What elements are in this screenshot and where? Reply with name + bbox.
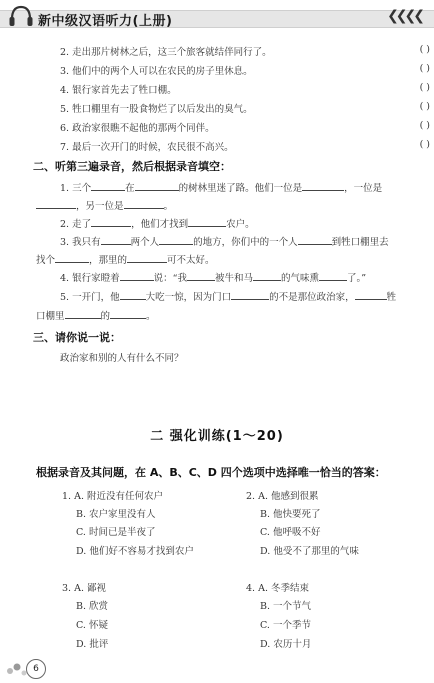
judge-item-text: 6. 政治家很瞧不起他的那两个同伴。 — [60, 123, 215, 134]
q2-option-c[interactable]: C. 他呼吸不好 — [260, 527, 321, 538]
fill-text: 的 — [100, 311, 111, 322]
q2-option-b[interactable]: B. 他快要死了 — [260, 509, 321, 520]
fill-text: 到牲口棚里去 — [331, 237, 389, 248]
judge-item-5 — [60, 101, 430, 115]
judge-item-text: 2. 走出那片树林之后，这三个旅客就结伴同行了。 — [60, 47, 272, 58]
unit-title: 二 强化训练(1～20) — [150, 429, 284, 444]
q1-option-a[interactable] — [62, 488, 163, 502]
fill-text: 的气味熏 — [280, 273, 319, 284]
judge-item-text: 3. 他们中的两个人可以在农民的房子里休息。 — [60, 66, 253, 77]
blank-field[interactable] — [188, 217, 226, 227]
blank-field[interactable] — [231, 290, 269, 300]
fill-text: 被牛和马 — [214, 273, 253, 284]
fill-text: 口棚里 — [36, 311, 65, 322]
page-number: 6 — [26, 659, 46, 679]
fill-line-8 — [36, 308, 410, 322]
blank-field[interactable] — [65, 309, 101, 319]
q1-option-d[interactable]: D. 他们好不容易才找到农户 — [76, 546, 194, 557]
choice-instruction: 根据录音及其问题，在 A、B、C、D 四个选项中选择唯一恰当的答案： — [36, 466, 386, 479]
q1-option-c[interactable]: C. 时间已是半夜了 — [76, 527, 156, 538]
blank-field[interactable] — [36, 199, 76, 209]
fill-text: 的树林里迷了路。他们一位是 — [178, 183, 303, 194]
judge-item-2 — [60, 44, 430, 58]
fill-text: ，他们才找到 — [131, 219, 189, 230]
blank-field[interactable] — [127, 253, 167, 263]
fill-line-6 — [60, 270, 434, 284]
fill-text: 5. 一开门，他 — [60, 292, 120, 303]
judge-item-text: 7. 最后一次开门的时候，农民很不高兴。 — [60, 142, 234, 153]
blank-field[interactable] — [319, 271, 347, 281]
blank-field[interactable] — [355, 290, 387, 300]
fill-text: 。 — [163, 201, 174, 212]
blank-field[interactable] — [253, 271, 281, 281]
question-number: 4. — [246, 583, 256, 594]
fill-text: 在 — [125, 183, 135, 194]
fill-text: 找个 — [36, 255, 56, 266]
fill-line-5 — [36, 252, 410, 266]
answer-paren: ( ) — [419, 82, 430, 93]
judge-item-text: 5. 牲口棚里有一股食物烂了以后发出的臭气。 — [60, 104, 253, 115]
q3-option-b[interactable]: B. 欣赏 — [76, 601, 109, 612]
fill-text: 农户。 — [226, 219, 255, 230]
judge-item-4 — [60, 82, 430, 96]
judge-item-7 — [60, 139, 430, 153]
fill-text: 说：“我 — [153, 273, 187, 284]
fill-line-3 — [60, 216, 434, 230]
blank-field[interactable] — [120, 290, 146, 300]
answer-paren: ( ) — [419, 63, 430, 74]
fill-line-4 — [60, 234, 434, 248]
q1-option-b[interactable]: B. 农户家里没有人 — [76, 509, 156, 520]
fill-text: 了。” — [346, 273, 367, 284]
fill-text: 大吃一惊，因为门口 — [145, 292, 232, 303]
fill-text: ，另一位是 — [76, 201, 124, 212]
option-text: A. 附近没有任何农户 — [74, 491, 164, 502]
fill-line-7 — [60, 289, 434, 303]
question-number: 1. — [62, 491, 72, 502]
section-heading-speak: 三、请你说一说： — [33, 331, 121, 344]
fill-text: 。 — [146, 311, 156, 322]
chevrons-icon: ❮❮❮❮ — [387, 8, 422, 24]
blank-field[interactable] — [124, 199, 164, 209]
fill-text: 牲 — [386, 292, 397, 303]
answer-paren: ( ) — [419, 101, 430, 112]
q2-option-a[interactable] — [246, 488, 319, 502]
question-number: 2. — [246, 491, 256, 502]
blank-field[interactable] — [187, 271, 215, 281]
blank-field[interactable] — [91, 217, 131, 227]
option-text: A. 冬季结束 — [258, 583, 310, 594]
fill-line-2 — [36, 198, 410, 212]
q3-option-a[interactable] — [62, 580, 106, 594]
judge-item-6 — [60, 120, 430, 134]
q3-option-d[interactable]: D. 批评 — [76, 639, 109, 650]
answer-paren: ( ) — [419, 44, 430, 55]
fill-text: 的地方，你们中的一个人 — [193, 237, 298, 248]
q4-option-c[interactable]: C. 一个季节 — [260, 620, 311, 631]
fill-text: 1. 三个 — [60, 183, 92, 194]
fill-text: ，一位是 — [344, 183, 383, 194]
answer-paren: ( ) — [419, 120, 430, 131]
option-text: A. 鄙视 — [74, 583, 107, 594]
fill-text: 3. 我只有 — [60, 237, 101, 248]
book-title: 新中级汉语听力(上册) — [38, 13, 173, 29]
q3-option-c[interactable]: C. 怀疑 — [76, 620, 108, 631]
q4-option-d[interactable]: D. 农历十月 — [260, 639, 312, 650]
blank-field[interactable] — [159, 235, 193, 245]
option-text: A. 他感到很累 — [258, 491, 319, 502]
blank-field[interactable] — [101, 235, 131, 245]
q4-option-a[interactable] — [246, 580, 309, 594]
fill-text: 2. 走了 — [60, 219, 92, 230]
question-number: 3. — [62, 583, 72, 594]
answer-paren: ( ) — [419, 139, 430, 150]
speak-question: 政治家和别的人有什么不同？ — [60, 353, 184, 364]
fill-text: ，那里的 — [89, 255, 128, 266]
blank-field[interactable] — [298, 235, 332, 245]
judge-item-text: 4. 银行家首先去了牲口棚。 — [60, 85, 177, 96]
section-heading-fill-in: 二、听第三遍录音，然后根据录音填空： — [33, 160, 231, 173]
fill-line-1 — [60, 180, 434, 194]
blank-field[interactable] — [110, 309, 146, 319]
q4-option-b[interactable]: B. 一个节气 — [260, 601, 312, 612]
fill-text: 4. 银行家瞪着 — [60, 273, 120, 284]
blank-field[interactable] — [120, 271, 154, 281]
blank-field[interactable] — [55, 253, 89, 263]
blank-field[interactable] — [302, 181, 344, 191]
q2-option-d[interactable]: D. 他受不了那里的气味 — [260, 546, 359, 557]
judge-item-3 — [60, 63, 430, 77]
fill-text: 两个人 — [130, 237, 160, 248]
page-number-badge — [4, 651, 44, 681]
fill-text: 可不太好。 — [167, 255, 215, 266]
fill-text: 的不是那位政治家， — [269, 292, 355, 303]
blank-field[interactable] — [135, 181, 179, 191]
blank-field[interactable] — [91, 181, 125, 191]
